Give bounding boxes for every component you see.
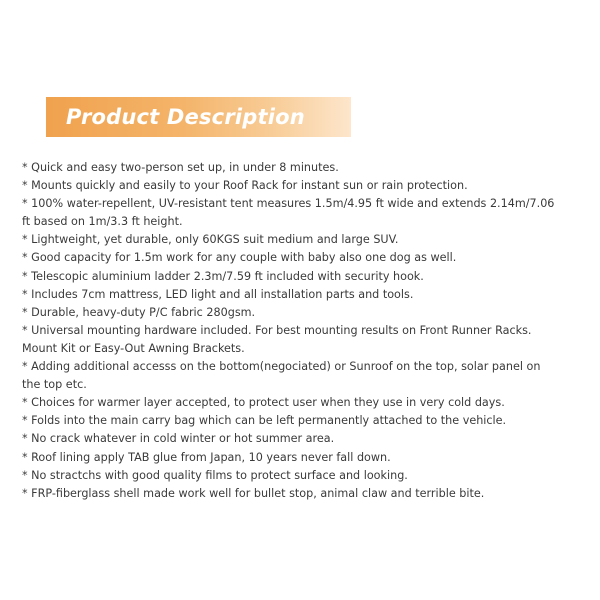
product-description-banner bbox=[46, 97, 351, 137]
feature-bullet-item bbox=[22, 177, 582, 195]
feature-bullet-item bbox=[22, 231, 582, 249]
feature-bullet-item bbox=[22, 358, 582, 394]
feature-bullet-item bbox=[22, 412, 582, 430]
feature-bullet-line: * Choices for warmer layer accepted, to protect user when they use in very cold days. bbox=[22, 396, 505, 410]
feature-bullet-line: * 100% water-repellent, UV-resistant tent measures 1.5m/4.95 ft wide and extends 2.14m/7.06 bbox=[22, 197, 555, 211]
feature-bullet-line: * Includes 7cm mattress, LED light and all installation parts and tools. bbox=[22, 287, 414, 301]
feature-bullet-item bbox=[22, 322, 582, 358]
feature-bullet-line: * Telescopic aluminium ladder 2.3m/7.59 ft included with security hook. bbox=[22, 269, 424, 283]
feature-bullet-item bbox=[22, 485, 582, 503]
feature-bullet-line: * Adding additional accesss on the bottom(negociated) or Sunroof on the top, solar panel on bbox=[22, 360, 541, 374]
feature-bullet-item bbox=[22, 394, 582, 412]
feature-bullet-item bbox=[22, 195, 582, 231]
feature-bullet-line: ft based on 1m/3.3 ft height. bbox=[22, 215, 183, 229]
feature-bullet-line: * Durable, heavy-duty P/C fabric 280gsm. bbox=[22, 305, 256, 319]
feature-bullet-item bbox=[22, 159, 582, 177]
feature-bullet-item bbox=[22, 249, 582, 267]
feature-bullet-line: * Lightweight, yet durable, only 60KGS suit medium and large SUV. bbox=[22, 233, 399, 247]
feature-bullet-item bbox=[22, 467, 582, 485]
feature-bullet-line: * No stractchs with good quality films to protect surface and looking. bbox=[22, 468, 408, 482]
feature-bullet-line: * Roof lining apply TAB glue from Japan, 10 years never fall down. bbox=[22, 450, 391, 464]
feature-bullet-line: * Folds into the main carry bag which can be left permanently attached to the vehicle. bbox=[22, 414, 507, 428]
feature-bullet-line: * Quick and easy two-person set up, in under 8 minutes. bbox=[22, 161, 339, 174]
feature-bullet-item bbox=[22, 430, 582, 448]
feature-bullet-list bbox=[22, 159, 582, 503]
feature-bullet-item bbox=[22, 286, 582, 304]
product-description-title: Product Description bbox=[66, 105, 305, 129]
feature-bullet-line: * Mounts quickly and easily to your Roof Rack for instant sun or rain protection. bbox=[22, 179, 468, 193]
feature-bullet-item bbox=[22, 304, 582, 322]
feature-bullet-line: * Good capacity for 1.5m work for any couple with baby also one dog as well. bbox=[22, 251, 457, 265]
feature-bullet-item bbox=[22, 449, 582, 467]
feature-bullet-line: * No crack whatever in cold winter or hot summer area. bbox=[22, 432, 335, 446]
feature-bullet-item bbox=[22, 268, 582, 286]
feature-bullet-line: * Universal mounting hardware included. For best mounting results on Front Runner Racks. bbox=[22, 323, 532, 337]
feature-bullet-line: Mount Kit or Easy-Out Awning Brackets. bbox=[22, 341, 245, 355]
feature-bullet-line: the top etc. bbox=[22, 378, 87, 392]
feature-bullet-line: * FRP-fiberglass shell made work well for bullet stop, animal claw and terrible bite. bbox=[22, 486, 485, 500]
